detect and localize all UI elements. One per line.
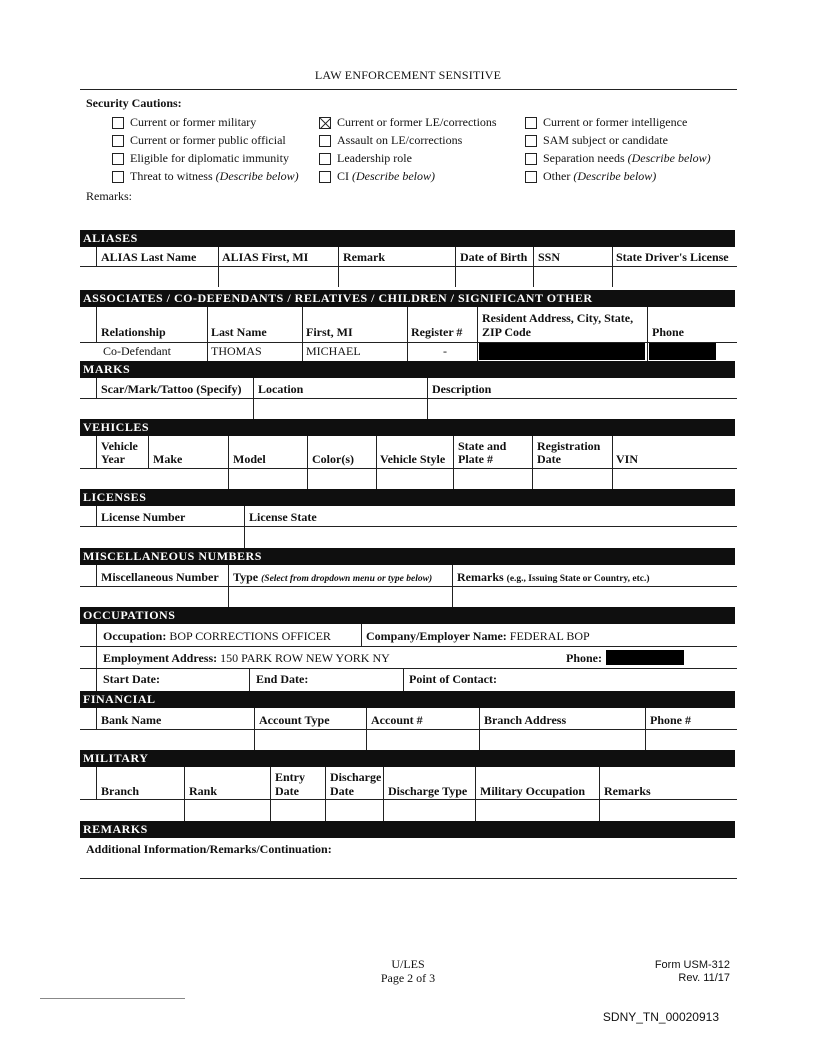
veh-h-make: Make bbox=[153, 452, 183, 466]
occupation-phone-label: Phone: bbox=[566, 651, 602, 665]
fin-h-branch: Branch Address bbox=[484, 713, 567, 727]
start-date-label: Start Date: bbox=[103, 672, 160, 686]
checkbox-le-corrections[interactable]: Current or former LE/corrections bbox=[319, 115, 497, 130]
form-number: Form USM-312 bbox=[654, 959, 730, 971]
assoc-h-register: Register # bbox=[411, 325, 463, 339]
footer-classification: U/LES bbox=[391, 957, 425, 971]
checkbox-military[interactable]: Current or former military bbox=[112, 115, 256, 130]
aliases-h-dl: State Driver's License bbox=[616, 250, 729, 264]
mil-h-entry-date: Date bbox=[275, 784, 299, 798]
header-rule bbox=[80, 89, 737, 90]
mil-h-entry: Entry bbox=[275, 770, 305, 784]
veh-h-model: Model bbox=[233, 452, 266, 466]
veh-h-vehicle: Vehicle bbox=[101, 439, 138, 453]
checkbox-sam[interactable]: SAM subject or candidate bbox=[525, 133, 668, 148]
footer-rule bbox=[40, 998, 185, 999]
assoc-h-last: Last Name bbox=[211, 325, 267, 339]
section-bar-military: MILITARY bbox=[80, 750, 735, 767]
section-bar-misc: MISCELLANEOUS NUMBERS bbox=[80, 548, 735, 565]
section-bar-financial: FINANCIAL bbox=[80, 691, 735, 708]
redacted-address bbox=[479, 343, 645, 360]
checkbox-intelligence[interactable]: Current or former intelligence bbox=[525, 115, 687, 130]
veh-h-plate: Plate # bbox=[458, 452, 493, 466]
assoc-last: THOMAS bbox=[211, 344, 262, 358]
aliases-h-first: ALIAS First, MI bbox=[222, 250, 309, 264]
checkbox-threat-witness[interactable]: Threat to witness (Describe below) bbox=[112, 169, 299, 184]
occupation-field: Occupation: BOP CORRECTIONS OFFICER bbox=[103, 629, 331, 643]
redacted-phone bbox=[649, 343, 716, 360]
checkbox-separation[interactable]: Separation needs (Describe below) bbox=[525, 151, 711, 166]
mil-h-rank: Rank bbox=[189, 784, 218, 798]
veh-h-reg-date: Date bbox=[537, 452, 561, 466]
checkbox-other[interactable]: Other (Describe below) bbox=[525, 169, 656, 184]
marks-h-description: Description bbox=[432, 382, 492, 396]
assoc-h-relationship: Relationship bbox=[101, 325, 166, 339]
point-of-contact-label: Point of Contact: bbox=[409, 672, 497, 686]
misc-h-remarks: Remarks (e.g., Issuing State or Country, etc.) bbox=[457, 570, 650, 584]
section-bar-remarks: REMARKS bbox=[80, 821, 735, 838]
checkbox-diplomatic[interactable]: Eligible for diplomatic immunity bbox=[112, 151, 289, 166]
remarks-additional-label: Additional Information/Remarks/Continuation: bbox=[86, 842, 332, 856]
mil-h-discharge-type: Discharge Type bbox=[388, 784, 468, 798]
marks-h-location: Location bbox=[258, 382, 304, 396]
checkbox-assault[interactable]: Assault on LE/corrections bbox=[319, 133, 462, 148]
fin-h-phone: Phone # bbox=[650, 713, 692, 727]
security-cautions-title: Security Cautions: bbox=[86, 96, 182, 110]
veh-h-registration: Registration bbox=[537, 439, 601, 453]
section-bar-licenses: LICENSES bbox=[80, 489, 735, 506]
section-bar-vehicles: VEHICLES bbox=[80, 419, 735, 436]
assoc-h-phone: Phone bbox=[652, 325, 685, 339]
redacted-occupation-phone bbox=[606, 650, 684, 665]
fin-h-account-num: Account # bbox=[371, 713, 423, 727]
section-bar-aliases: ALIASES bbox=[80, 230, 735, 247]
checkbox-leadership[interactable]: Leadership role bbox=[319, 151, 412, 166]
misc-h-number: Miscellaneous Number bbox=[101, 570, 219, 584]
veh-h-year: Year bbox=[101, 452, 125, 466]
section-bar-occupations: OCCUPATIONS bbox=[80, 607, 735, 624]
lic-h-number: License Number bbox=[101, 510, 186, 524]
mil-h-occupation: Military Occupation bbox=[480, 784, 585, 798]
mil-h-discharge-date: Date bbox=[330, 784, 354, 798]
end-date-label: End Date: bbox=[256, 672, 309, 686]
aliases-h-ssn: SSN bbox=[538, 250, 561, 264]
fin-h-bank: Bank Name bbox=[101, 713, 162, 727]
veh-h-vin: VIN bbox=[616, 452, 639, 466]
aliases-h-last: ALIAS Last Name bbox=[101, 250, 197, 264]
aliases-h-dob: Date of Birth bbox=[460, 250, 528, 264]
employment-address-field: Employment Address: 150 PARK ROW NEW YORK NY bbox=[103, 651, 390, 665]
assoc-relationship: Co-Defendant bbox=[103, 344, 171, 358]
assoc-h-zip: ZIP Code bbox=[482, 325, 532, 339]
remarks-rule bbox=[80, 878, 737, 879]
mil-h-branch: Branch bbox=[101, 784, 140, 798]
security-remarks-label: Remarks: bbox=[86, 189, 132, 203]
veh-h-style: Vehicle Style bbox=[380, 452, 446, 466]
page-header-title: LAW ENFORCEMENT SENSITIVE bbox=[314, 68, 502, 82]
form-revision: Rev. 11/17 bbox=[678, 972, 730, 984]
section-bar-marks: MARKS bbox=[80, 361, 735, 378]
mil-h-remarks: Remarks bbox=[604, 784, 651, 798]
bates-number: SDNY_TN_00020913 bbox=[602, 1010, 719, 1024]
checked-box[interactable] bbox=[319, 117, 331, 129]
assoc-h-address: Resident Address, City, State, bbox=[482, 311, 634, 325]
lic-h-state: License State bbox=[249, 510, 317, 524]
employer-field: Company/Employer Name: FEDERAL BOP bbox=[366, 629, 590, 643]
veh-h-colors: Color(s) bbox=[312, 452, 354, 466]
assoc-register: - bbox=[443, 344, 447, 358]
assoc-first: MICHAEL bbox=[306, 344, 361, 358]
assoc-h-first: First, MI bbox=[306, 325, 353, 339]
misc-h-type: Type (Select from dropdown menu or type below) bbox=[233, 570, 433, 584]
checkbox-box[interactable] bbox=[112, 117, 124, 129]
footer-page-number: Page 2 of 3 bbox=[380, 971, 436, 985]
checkbox-ci[interactable]: CI (Describe below) bbox=[319, 169, 435, 184]
aliases-h-remark: Remark bbox=[343, 250, 385, 264]
marks-h-scar: Scar/Mark/Tattoo (Specify) bbox=[101, 382, 242, 396]
fin-h-account-type: Account Type bbox=[259, 713, 330, 727]
checkbox-public-official[interactable]: Current or former public official bbox=[112, 133, 286, 148]
section-bar-associates: ASSOCIATES / CO-DEFENDANTS / RELATIVES / CHILDREN / SIGNIFICANT OTHER bbox=[80, 290, 735, 307]
veh-h-state: State and bbox=[458, 439, 507, 453]
mil-h-discharge: Discharge bbox=[330, 770, 382, 784]
